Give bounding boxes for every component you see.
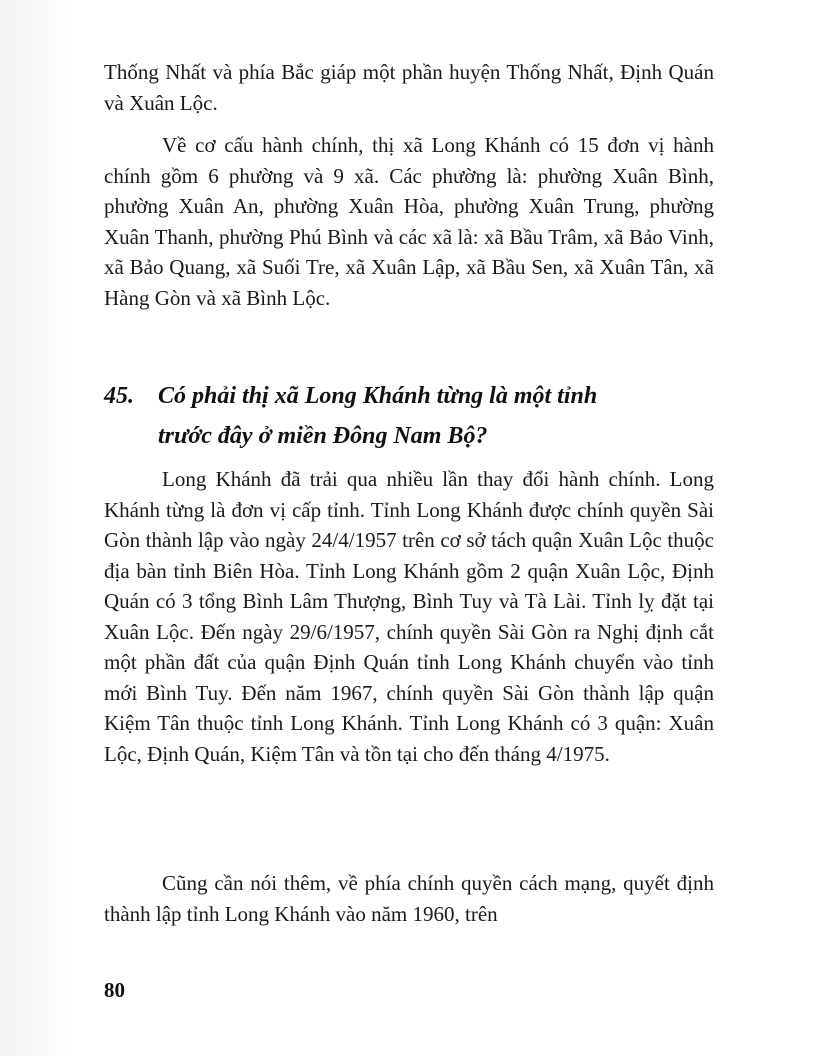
- paragraph-revolution: Cũng cần nói thêm, về phía chính quyền cách mạng, quyết định thành lập tỉnh Long Khánh vào năm 1960, trên: [104, 871, 714, 926]
- section-title-line2: trước đây ở miền Đông Nam Bộ?: [158, 423, 488, 449]
- page-number: 80: [104, 978, 125, 1002]
- section-title-line1: Có phải thị xã Long Khánh từng là một tỉnh: [158, 383, 598, 409]
- paragraph-history: Long Khánh đã trải qua nhiều lần thay đổi hành chính. Long Khánh từng là đơn vị cấp tỉnh. Tỉnh Long Khánh được chính quyền Sài Gòn thành lập vào ngày 24/4/1957 trên cơ sở tách quận Xuân Lộc thuộc địa bàn tỉnh Biên Hòa. Tỉnh Long Khánh gồm 2 quận Xuân Lộc, Định Quán có 3 tổng Bình Lâm Thượng, Bình Tuy và Tà Lài. Tỉnh lỵ đặt tại Xuân Lộc. Đến ngày 29/6/1957, chính quyền Sài Gòn ra Nghị định cắt một phần đất của quận Định Quán tỉnh Long Khánh chuyển vào tỉnh mới Bình Tuy. Đến năm 1967, chính quyền Sài Gòn thành lập quận Kiệm Tân thuộc tỉnh Long Khánh. Tỉnh Long Khánh có 3 quận: Xuân Lộc, Định Quán, Kiệm Tân và tồn tại cho đến tháng 4/1975.: [104, 467, 714, 766]
- page-edge-shadow: [0, 0, 72, 1056]
- section-number: 45.: [104, 383, 134, 409]
- paragraph-admin-structure: Về cơ cấu hành chính, thị xã Long Khánh có 15 đơn vị hành chính gồm 6 phường và 9 xã. Các phường là: phường Xuân Bình, phường Xuân An, phường Xuân Hòa, phường Xuân Trung, phường Xuân Thanh, phường Phú Bình và các xã là: xã Bầu Trâm, xã Bảo Vinh, xã Bảo Quang, xã Suối Tre, xã Xuân Lập, xã Bầu Sen, xã Xuân Tân, xã Hàng Gòn và xã Bình Lộc.: [104, 133, 714, 310]
- paragraph-continuation: Thống Nhất và phía Bắc giáp một phần huyện Thống Nhất, Định Quán và Xuân Lộc.: [104, 60, 714, 115]
- section-heading: [104, 376, 714, 456]
